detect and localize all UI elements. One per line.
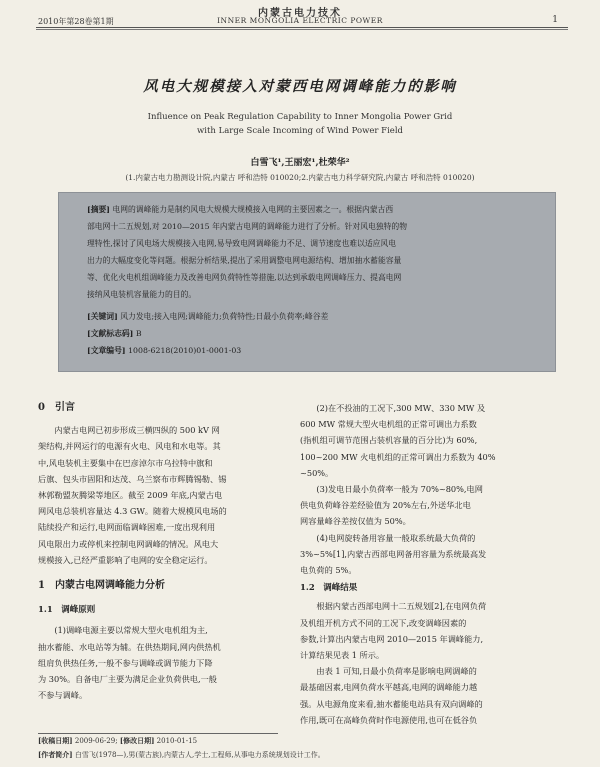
abstract-label: [摘要]	[87, 205, 110, 214]
paragraph-line: 及机组开机方式不同的工况下,改变调峰因素的	[300, 617, 467, 628]
paragraph-line: 抽水蓄能、水电站等为辅。在供热期间,网内供热机	[38, 641, 221, 652]
paragraph-line: 计算结果见表 1 所示。	[300, 650, 385, 661]
paragraph-line: (指机组可调节范围占装机容量的百分比)为 60%,	[300, 435, 478, 446]
footnote-rule	[38, 733, 278, 734]
footnote-author	[38, 750, 325, 760]
paragraph-line: 600 MW 常规大型火电机组的正常可调出力系数	[300, 419, 477, 430]
paragraph-line: 3%~5%[1],内蒙古西部电网备用容量为系统最高发	[300, 548, 487, 559]
clc-value: B	[135, 329, 142, 338]
header-rule-thin	[36, 29, 568, 30]
paragraph-line: 100~200 MW 火电机组的正常可调出力系数为 40%	[300, 451, 496, 462]
paragraph-line: 作用,既可在高峰负荷时作电源使用,也可在低谷负	[300, 714, 478, 725]
paragraph-line: (3)发电日最小负荷率一般为 70%~80%,电网	[316, 484, 483, 495]
paragraph-line: (4)电网旋转备用容量一般取系统最大负荷的	[316, 532, 476, 543]
abstract-line: 接纳风电装机容量能力的目的。	[87, 290, 197, 299]
journal-name-en: INNER MONGOLIA ELECTRIC POWER	[217, 16, 383, 25]
author-bio: 白雪飞(1978—),男(蒙古族),内蒙古人,学士,工程师,从事电力系统规划设计工作。	[74, 751, 325, 759]
paper-title-cn: 风电大规模接入对蒙西电网调峰能力的影响	[143, 78, 457, 95]
subsection-1-2-heading: 1.2 调峰结果	[300, 583, 358, 594]
body-left-column	[38, 400, 286, 703]
article-number-label: [文章编号]	[87, 346, 126, 355]
paragraph-line: 参数,计算出内蒙古电网 2010—2015 年调峰能力,	[300, 633, 484, 644]
article-number	[87, 345, 241, 356]
received-label: [收稿日期]	[38, 736, 73, 745]
abstract-box	[58, 192, 556, 372]
header-rule	[36, 27, 568, 28]
abstract-text	[87, 201, 539, 303]
revised-date: 2010-01-15	[156, 737, 198, 745]
keywords	[87, 311, 328, 322]
paragraph-line: 网风电总装机容量达 4.3 GW。随着大规模风电场的	[38, 506, 227, 517]
abstract-line: 部电网十二五规划,对 2010—2015 年内蒙古电网的调峰能力进行了分析。针对风电独特的物	[87, 222, 408, 231]
received-date: 2009-06-29;	[74, 737, 118, 745]
paragraph-line: 组肩负供热任务,一般不参与调峰或调节能力下降	[38, 657, 213, 668]
paper-title-en	[0, 110, 600, 138]
keywords-value: 风力发电;接入电网;调峰能力;负荷特性;日最小负荷率;峰谷差	[120, 312, 329, 321]
affiliation: (1.内蒙古电力勘测设计院,内蒙古 呼和浩特 010020;2.内蒙古电力科学研究院,内蒙古 呼和浩特 010020)	[125, 173, 475, 182]
paragraph-line: (1)调峰电源主要以常规大型火电机组为主,	[54, 625, 208, 636]
author-bio-label: [作者简介]	[38, 750, 73, 759]
subsection-1-1-heading: 1.1 调峰原则	[38, 605, 96, 616]
paragraph-line: 为 30%。自备电厂主要为满足企业负荷供电,一般	[38, 674, 217, 685]
paragraph-line: 最基础因素,电网负荷水平越高,电网的调峰能力越	[300, 682, 478, 693]
paragraph-line: ~50%。	[300, 467, 334, 478]
paragraph-line: 规模接入,已经严重影响了电网的安全稳定运行。	[38, 554, 213, 565]
section-1-heading: 1 内蒙古电网调峰能力分析	[38, 580, 165, 592]
abstract-line: 电网的调峰能力是制约风电大规模大规模接入电网的主要因素之一。根据内蒙古西	[112, 205, 394, 214]
journal-name-cn: 内蒙古电力技术	[258, 8, 342, 19]
paragraph-line: 根据内蒙古西部电网十二五规划[2],在电网负荷	[316, 601, 487, 612]
clc-code	[87, 328, 142, 339]
abstract-line: 理特性,探讨了风电场大规模接入电网,易导致电网调峰能力不足、调节速度也难以适应风电	[87, 239, 397, 248]
title-en-line2: with Large Scale Incoming of Wind Power Field	[196, 126, 403, 136]
paragraph-line: 林郭勒盟灰腾梁等地区。截至 2009 年底,内蒙古电	[38, 490, 223, 501]
page-number: 1	[552, 15, 558, 25]
revised-label: [修改日期]	[119, 736, 155, 745]
paragraph-line: 强。从电源角度来看,抽水蓄能电站具有双向调峰的	[300, 698, 483, 709]
paragraph-line: 中,风电装机主要集中在巴彦淖尔市乌拉特中旗和	[38, 457, 213, 468]
paragraph-line: 内蒙古电网已初步形成三横四纵的 500 kV 网	[54, 425, 220, 436]
paragraph-line: 由表 1 可知,日最小负荷率是影响电网调峰的	[316, 666, 477, 677]
paragraph-line: 架结构,并网运行的电源有火电、风电和水电等。其	[38, 441, 221, 452]
keywords-label: [关键词]	[87, 312, 118, 321]
paragraph-line: 网容量峰谷差按仅值为 50%。	[300, 516, 411, 527]
clc-label: [文献标志码]	[87, 329, 134, 338]
paragraph-line: 不参与调峰。	[38, 690, 88, 701]
section-0-heading: 0 引言	[38, 402, 75, 413]
issue-info: 2010年第28卷第1期	[38, 17, 114, 26]
paragraph-line: (2)在不投油的工况下,300 MW、330 MW 及	[316, 403, 486, 413]
article-number-value: 1008-6218(2010)01-0001-03	[128, 346, 242, 355]
abstract-line: 等、优化火电机组调峰能力及改善电网负荷特性等措施,以达到承载电网调峰压力、提高电网	[87, 273, 402, 282]
paragraph-line: 陆续投产和运行,电网面临调峰困难,一度出现利用	[38, 522, 216, 533]
footnote-dates	[38, 736, 197, 746]
body-right-column	[300, 400, 546, 728]
authors: 白雪飞¹,王丽宏¹,杜荣华²	[250, 158, 350, 168]
paragraph-line: 供电负荷峰谷差经验值为 20%左右,外送华北电	[300, 500, 471, 511]
paragraph-line: 电负荷的 5%。	[300, 565, 357, 576]
title-en-line1: Influence on Peak Regulation Capability to Inner Mongolia Power Grid	[147, 112, 453, 122]
abstract-line: 出力的大幅度变化等问题。根据分析结果,提出了采用调整电网电源结构、增加抽水蓄能容量	[87, 256, 402, 265]
paragraph-line: 后旗、包头市固阳和达茂、乌兰察布市辉腾锡勒、锡	[38, 473, 227, 484]
paragraph-line: 风电限出力或停机来控制电网调峰的情况。风电大	[38, 538, 219, 549]
